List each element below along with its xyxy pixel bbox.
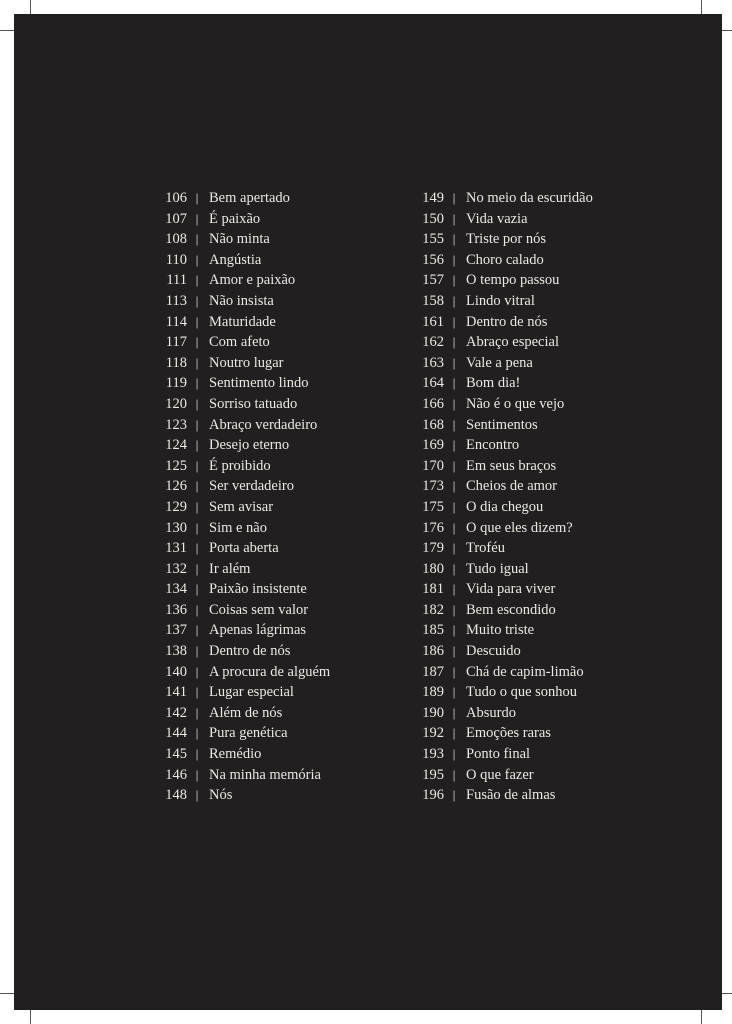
- toc-page-number: 176: [422, 519, 444, 536]
- toc-separator: |: [452, 416, 456, 432]
- toc-page-number: 181: [422, 581, 444, 598]
- toc-entry: [417, 641, 593, 662]
- toc-entry: [160, 518, 330, 539]
- toc-separator: |: [195, 498, 199, 514]
- toc-separator: |: [452, 787, 456, 803]
- toc-entry: [160, 579, 330, 600]
- toc-separator: |: [452, 746, 456, 762]
- toc-page-number: 137: [165, 622, 187, 639]
- toc-separator: |: [195, 519, 199, 535]
- toc-entry: [160, 765, 330, 786]
- toc-page-number: 182: [422, 601, 444, 618]
- toc-title: Chá de capim-limão: [466, 663, 584, 680]
- toc-entry: [160, 476, 330, 497]
- toc-title: Troféu: [466, 540, 505, 557]
- toc-page-number: 185: [422, 622, 444, 639]
- toc-title: O que fazer: [466, 766, 534, 783]
- toc-entry: [160, 497, 330, 518]
- toc-page-number: 168: [422, 416, 444, 433]
- toc-page-number: 187: [422, 663, 444, 680]
- toc-separator: |: [195, 210, 199, 226]
- toc-entry: [160, 353, 330, 374]
- toc-entry: [417, 435, 593, 456]
- toc-page-number: 107: [165, 210, 187, 227]
- toc-title: Lugar especial: [209, 684, 294, 701]
- toc-page-number: 142: [165, 704, 187, 721]
- toc-separator: |: [452, 581, 456, 597]
- toc-title: Desejo eterno: [209, 437, 290, 454]
- toc-separator: |: [452, 375, 456, 391]
- toc-page-number: 190: [422, 704, 444, 721]
- toc-title: Pura genética: [209, 725, 288, 742]
- toc-title: Fusão de almas: [466, 787, 556, 804]
- toc-page-number: 126: [165, 478, 187, 495]
- toc-title: No meio da escuridão: [466, 190, 593, 206]
- toc-separator: |: [452, 560, 456, 576]
- toc-page-number: 180: [422, 560, 444, 577]
- toc-page-number: 113: [165, 292, 187, 309]
- toc-separator: |: [452, 190, 456, 205]
- toc-entry: [160, 662, 330, 683]
- toc-separator: |: [195, 375, 199, 391]
- toc-page-number: 186: [422, 643, 444, 660]
- toc-separator: |: [195, 684, 199, 700]
- toc-page-number: 129: [165, 498, 187, 515]
- toc-separator: |: [452, 663, 456, 679]
- toc-entry: [160, 250, 330, 271]
- toc-title: Ser verdadeiro: [209, 478, 294, 495]
- toc-page-number: 118: [165, 354, 187, 371]
- toc-title: Dentro de nós: [466, 313, 548, 330]
- toc-entry: [160, 559, 330, 580]
- toc-entry: [160, 600, 330, 621]
- toc-separator: |: [195, 354, 199, 370]
- toc-entry: [417, 765, 593, 786]
- toc-page-number: 158: [422, 292, 444, 309]
- toc-title: Na minha memória: [209, 766, 321, 783]
- toc-title: Bom dia!: [466, 375, 521, 392]
- toc-title: Dentro de nós: [209, 643, 291, 660]
- toc-entry: [417, 415, 593, 436]
- toc-page-number: 196: [422, 787, 444, 804]
- toc-title: Paixão insistente: [209, 581, 307, 598]
- crop-mark: [701, 0, 702, 14]
- toc-separator: |: [452, 251, 456, 267]
- toc-page-number: 149: [422, 190, 444, 206]
- toc-separator: |: [195, 272, 199, 288]
- toc-title: Abraço verdadeiro: [209, 416, 318, 433]
- toc-page-number: 192: [422, 725, 444, 742]
- toc-title: Vale a pena: [466, 354, 533, 371]
- toc-title: Sem avisar: [209, 498, 274, 515]
- toc-page-number: 170: [422, 457, 444, 474]
- toc-page-number: 155: [422, 231, 444, 248]
- toc-separator: |: [195, 663, 199, 679]
- toc-separator: |: [452, 704, 456, 720]
- toc-title: Sentimentos: [466, 416, 538, 433]
- toc-title: Apenas lágrimas: [209, 622, 307, 639]
- toc-column-left: [160, 188, 330, 806]
- toc-page-number: 117: [165, 334, 187, 351]
- toc-entry: [417, 662, 593, 683]
- toc-entry: [160, 209, 330, 230]
- toc-separator: |: [452, 684, 456, 700]
- toc-title: Sorriso tatuado: [209, 395, 298, 412]
- toc-entry: [417, 456, 593, 477]
- toc-separator: |: [195, 643, 199, 659]
- toc-page-number: 111: [166, 272, 187, 289]
- toc-page-number: 169: [422, 437, 444, 454]
- toc-page-number: 157: [422, 272, 444, 289]
- toc-entry: [160, 188, 330, 209]
- toc-entry: [160, 785, 330, 806]
- toc-separator: |: [195, 416, 199, 432]
- toc-title: Tudo o que sonhou: [466, 684, 578, 701]
- toc-page-number: 106: [165, 190, 187, 206]
- toc-separator: |: [195, 725, 199, 741]
- toc-title: Nós: [209, 787, 233, 804]
- toc-separator: |: [195, 437, 199, 453]
- toc-entry: [417, 476, 593, 497]
- toc-page-number: 166: [422, 395, 444, 412]
- toc-entry: [417, 250, 593, 271]
- toc-entry: [417, 332, 593, 353]
- toc-page-number: 141: [165, 684, 187, 701]
- toc-separator: |: [452, 313, 456, 329]
- toc-entry: [160, 394, 330, 415]
- toc-entry: [417, 538, 593, 559]
- toc-page-number: 162: [422, 334, 444, 351]
- toc-entry: [417, 703, 593, 724]
- toc-title: O que eles dizem?: [466, 519, 573, 536]
- toc-page-number: 131: [165, 540, 187, 557]
- toc-page-number: 189: [422, 684, 444, 701]
- toc-entry: [417, 229, 593, 250]
- toc-title: Em seus braços: [466, 457, 557, 474]
- toc-separator: |: [195, 581, 199, 597]
- toc-page-number: 110: [165, 251, 187, 268]
- toc-title: Muito triste: [466, 622, 535, 639]
- toc-title: O dia chegou: [466, 498, 544, 515]
- toc-separator: |: [195, 231, 199, 247]
- toc-separator: |: [195, 395, 199, 411]
- toc-title: Não é o que vejo: [466, 395, 565, 412]
- toc-separator: |: [195, 292, 199, 308]
- toc-title: Noutro lugar: [209, 354, 284, 371]
- toc-entry: [417, 682, 593, 703]
- toc-entry: [160, 682, 330, 703]
- toc-title: Angústia: [209, 251, 262, 268]
- toc-entry: [417, 723, 593, 744]
- toc-page-number: 146: [165, 766, 187, 783]
- toc-entry: [417, 785, 593, 806]
- toc-page-number: 150: [422, 210, 444, 227]
- toc-entry: [417, 579, 593, 600]
- toc-entry: [417, 744, 593, 765]
- toc-title: Não minta: [209, 231, 270, 248]
- toc-separator: |: [452, 478, 456, 494]
- toc-separator: |: [452, 231, 456, 247]
- toc-entry: [417, 518, 593, 539]
- toc-entry: [160, 744, 330, 765]
- toc-separator: |: [452, 292, 456, 308]
- toc-entry: [160, 332, 330, 353]
- toc-title: Descuido: [466, 643, 521, 660]
- toc-separator: |: [452, 540, 456, 556]
- crop-mark: [30, 1010, 31, 1024]
- crop-mark: [0, 993, 14, 994]
- toc-page-number: 164: [422, 375, 444, 392]
- toc-entry: [160, 373, 330, 394]
- toc-entry: [160, 291, 330, 312]
- toc-title: Lindo vitral: [466, 292, 535, 309]
- toc-separator: |: [452, 498, 456, 514]
- toc-entry: [417, 394, 593, 415]
- toc-entry: [417, 312, 593, 333]
- toc-separator: |: [452, 437, 456, 453]
- toc-page-number: 124: [165, 437, 187, 454]
- toc-separator: |: [452, 622, 456, 638]
- toc-title: Amor e paixão: [209, 272, 296, 289]
- toc-page-number: 136: [165, 601, 187, 618]
- toc-separator: |: [452, 519, 456, 535]
- toc-separator: |: [195, 766, 199, 782]
- toc-page-number: 108: [165, 231, 187, 248]
- toc-title: Remédio: [209, 746, 262, 763]
- toc-title: Absurdo: [466, 704, 516, 721]
- crop-mark: [701, 1010, 702, 1024]
- toc-entry: [417, 209, 593, 230]
- toc-entry: [160, 270, 330, 291]
- toc-separator: |: [195, 457, 199, 473]
- toc-separator: |: [195, 334, 199, 350]
- toc-page-number: 125: [165, 457, 187, 474]
- toc-page-number: 130: [165, 519, 187, 536]
- toc-separator: |: [195, 704, 199, 720]
- toc-entry: [417, 188, 593, 209]
- toc-page-number: 140: [165, 663, 187, 680]
- toc-title: Encontro: [466, 437, 520, 454]
- toc-page-number: 173: [422, 478, 444, 495]
- toc-page-number: 134: [165, 581, 187, 598]
- toc-title: Bem escondido: [466, 601, 556, 618]
- toc-entry: [417, 600, 593, 621]
- toc-page-number: 148: [165, 787, 187, 804]
- toc-page-number: 145: [165, 746, 187, 763]
- toc-page-number: 119: [165, 375, 187, 392]
- toc-title: É paixão: [209, 210, 261, 227]
- toc-entry: [417, 620, 593, 641]
- toc-page: [14, 14, 722, 1010]
- toc-title: Choro calado: [466, 251, 544, 268]
- toc-page-number: 144: [165, 725, 187, 742]
- toc-title: O tempo passou: [466, 272, 560, 289]
- toc-title: Abraço especial: [466, 334, 559, 351]
- toc-page-number: 193: [422, 746, 444, 763]
- crop-mark: [30, 0, 31, 14]
- toc-page-number: 179: [422, 540, 444, 557]
- crop-mark: [0, 30, 14, 31]
- toc-page-number: 138: [165, 643, 187, 660]
- toc-title: Ponto final: [466, 746, 531, 763]
- toc-title: Além de nós: [209, 704, 283, 721]
- toc-entry: [160, 538, 330, 559]
- toc-title: Tudo igual: [466, 560, 529, 577]
- crop-mark: [722, 30, 732, 31]
- toc-title: Sentimento lindo: [209, 375, 309, 392]
- toc-separator: |: [195, 251, 199, 267]
- toc-title: Bem apertado: [209, 190, 290, 206]
- toc-entry: [160, 229, 330, 250]
- toc-entry: [160, 415, 330, 436]
- toc-entry: [160, 456, 330, 477]
- toc-title: Vida vazia: [466, 210, 528, 227]
- toc-page-number: 175: [422, 498, 444, 515]
- toc-title: Ir além: [209, 560, 251, 577]
- toc-page-number: 123: [165, 416, 187, 433]
- toc-title: Vida para viver: [466, 581, 556, 598]
- toc-page-number: 156: [422, 251, 444, 268]
- toc-entry: [160, 641, 330, 662]
- toc-column-right: [417, 188, 593, 806]
- toc-entry: [417, 353, 593, 374]
- toc-separator: |: [195, 746, 199, 762]
- toc-title: Com afeto: [209, 334, 270, 351]
- toc-separator: |: [452, 766, 456, 782]
- toc-separator: |: [195, 622, 199, 638]
- toc-page-number: 120: [165, 395, 187, 412]
- toc-entry: [417, 291, 593, 312]
- toc-separator: |: [195, 313, 199, 329]
- toc-separator: |: [452, 210, 456, 226]
- toc-separator: |: [195, 478, 199, 494]
- toc-entry: [160, 435, 330, 456]
- toc-page-number: 132: [165, 560, 187, 577]
- toc-title: Maturidade: [209, 313, 276, 330]
- toc-separator: |: [452, 643, 456, 659]
- toc-page-number: 163: [422, 354, 444, 371]
- toc-title: Triste por nós: [466, 231, 547, 248]
- toc-separator: |: [452, 601, 456, 617]
- toc-separator: |: [195, 601, 199, 617]
- toc-entry: [160, 312, 330, 333]
- toc-entry: [160, 703, 330, 724]
- toc-title: Não insista: [209, 292, 274, 309]
- toc-separator: |: [452, 457, 456, 473]
- toc-title: Emoções raras: [466, 725, 551, 742]
- toc-separator: |: [452, 334, 456, 350]
- toc-entry: [417, 497, 593, 518]
- toc-title: Sim e não: [209, 519, 267, 536]
- toc-separator: |: [452, 395, 456, 411]
- toc-separator: |: [195, 190, 199, 205]
- toc-page-number: 114: [165, 313, 187, 330]
- toc-entry: [160, 620, 330, 641]
- toc-separator: |: [452, 354, 456, 370]
- toc-page-number: 195: [422, 766, 444, 783]
- toc-title: Porta aberta: [209, 540, 279, 557]
- toc-entry: [160, 723, 330, 744]
- toc-entry: [417, 559, 593, 580]
- toc-entry: [417, 373, 593, 394]
- toc-entry: [417, 270, 593, 291]
- crop-mark: [722, 993, 732, 994]
- toc-separator: |: [452, 272, 456, 288]
- toc-title: Coisas sem valor: [209, 601, 309, 618]
- toc-title: É proibido: [209, 457, 271, 474]
- toc-separator: |: [195, 787, 199, 803]
- toc-separator: |: [452, 725, 456, 741]
- toc-title: A procura de alguém: [209, 663, 331, 680]
- toc-separator: |: [195, 560, 199, 576]
- toc-page-number: 161: [422, 313, 444, 330]
- toc-title: Cheios de amor: [466, 478, 558, 495]
- toc-separator: |: [195, 540, 199, 556]
